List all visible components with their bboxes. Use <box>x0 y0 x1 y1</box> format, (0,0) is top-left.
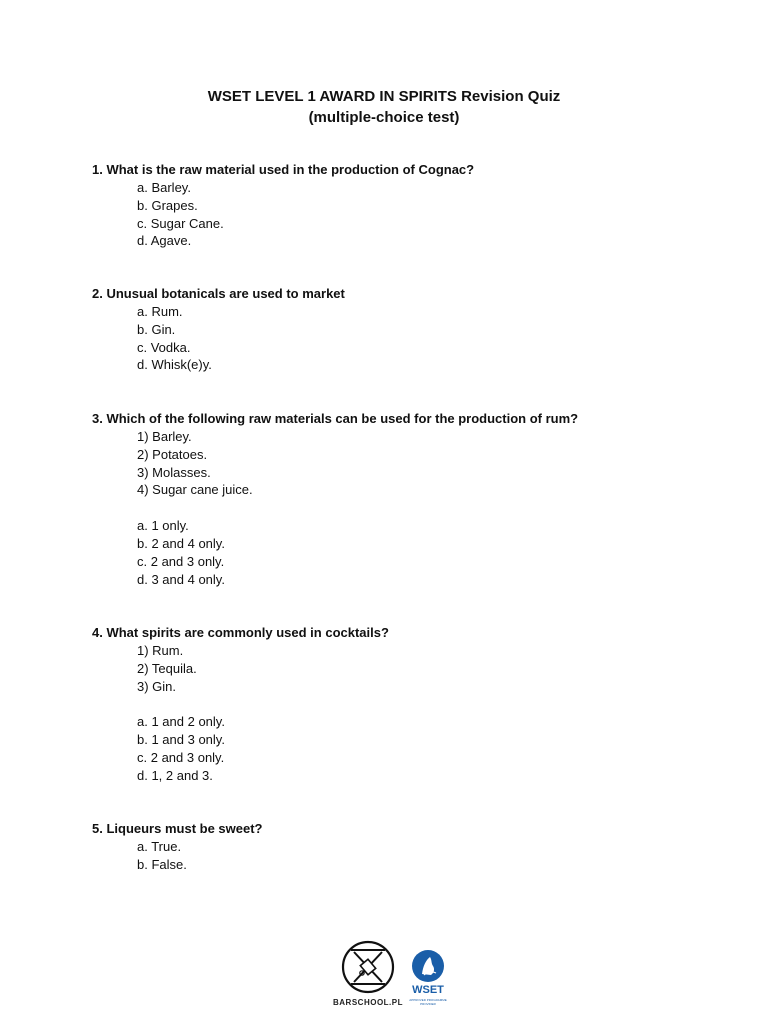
question-text: 5. Liqueurs must be sweet? <box>92 821 263 836</box>
question-text: 2. Unusual botanicals are used to market <box>92 286 345 301</box>
barschool-logo-text: BARSCHOOL.PL <box>333 998 403 1007</box>
answer-option: a. Barley. <box>137 180 191 195</box>
wset-logo <box>406 948 450 1008</box>
wset-logo-subtext: APPROVED PROGRAMME PROVIDER <box>409 998 447 1006</box>
question-5 <box>92 820 732 874</box>
answer-option: c. 2 and 3 only. <box>137 749 225 765</box>
document-subtitle: (multiple-choice test) <box>308 109 460 126</box>
document-title: WSET LEVEL 1 AWARD IN SPIRITS Revision Quiz <box>207 88 561 105</box>
question-3 <box>92 410 732 588</box>
statement-item: 3) Gin. <box>137 678 177 694</box>
barschool-logo <box>333 940 403 1007</box>
question-1 <box>92 161 732 250</box>
statement-item: 3) Molasses. <box>137 464 211 480</box>
wset-logo-text: WSET <box>412 984 444 996</box>
answer-option: c. Sugar Cane. <box>137 215 224 231</box>
answer-option: a. 1 only. <box>137 518 189 534</box>
statement-item: 2) Tequila. <box>137 660 197 676</box>
answer-option: b. Gin. <box>137 321 176 337</box>
statement-item: 4) Sugar cane juice. <box>137 482 253 498</box>
footer-logos <box>0 938 768 1018</box>
question-text: 4. What spirits are commonly used in cocktails? <box>92 625 389 640</box>
statement-item: 1) Barley. <box>137 429 192 444</box>
answer-option: d. 1, 2 and 3. <box>137 767 213 783</box>
question-text: 3. Which of the following raw materials can be used for the production of rum? <box>92 411 579 426</box>
statement-list <box>92 428 732 499</box>
answer-option: d. Agave. <box>137 233 192 249</box>
statement-list <box>92 642 732 695</box>
statement-item: 1) Rum. <box>137 643 184 658</box>
answer-options <box>92 303 732 374</box>
answer-options <box>92 179 732 250</box>
answer-option: d. Whisk(e)y. <box>137 357 212 373</box>
answer-options <box>92 713 732 784</box>
question-text: 1. What is the raw material used in the production of Cognac? <box>92 162 475 177</box>
answer-option: b. 2 and 4 only. <box>137 535 225 551</box>
answer-option: b. 1 and 3 only. <box>137 732 225 748</box>
answer-option: b. False. <box>137 856 187 872</box>
answer-option: c. 2 and 3 only. <box>137 553 225 569</box>
barschool-emblem-icon <box>338 940 398 996</box>
question-4 <box>92 624 732 785</box>
answer-option: a. True. <box>137 839 182 854</box>
answer-option: a. Rum. <box>137 304 183 319</box>
answer-option: c. Vodka. <box>137 339 191 355</box>
answer-options <box>92 838 732 874</box>
answer-option: a. 1 and 2 only. <box>137 714 225 730</box>
statement-item: 2) Potatoes. <box>137 446 208 462</box>
question-2 <box>92 285 732 374</box>
answer-option: b. Grapes. <box>137 197 198 213</box>
answer-options <box>92 517 732 588</box>
answer-option: d. 3 and 4 only. <box>137 571 225 587</box>
wset-emblem-icon <box>406 948 450 984</box>
